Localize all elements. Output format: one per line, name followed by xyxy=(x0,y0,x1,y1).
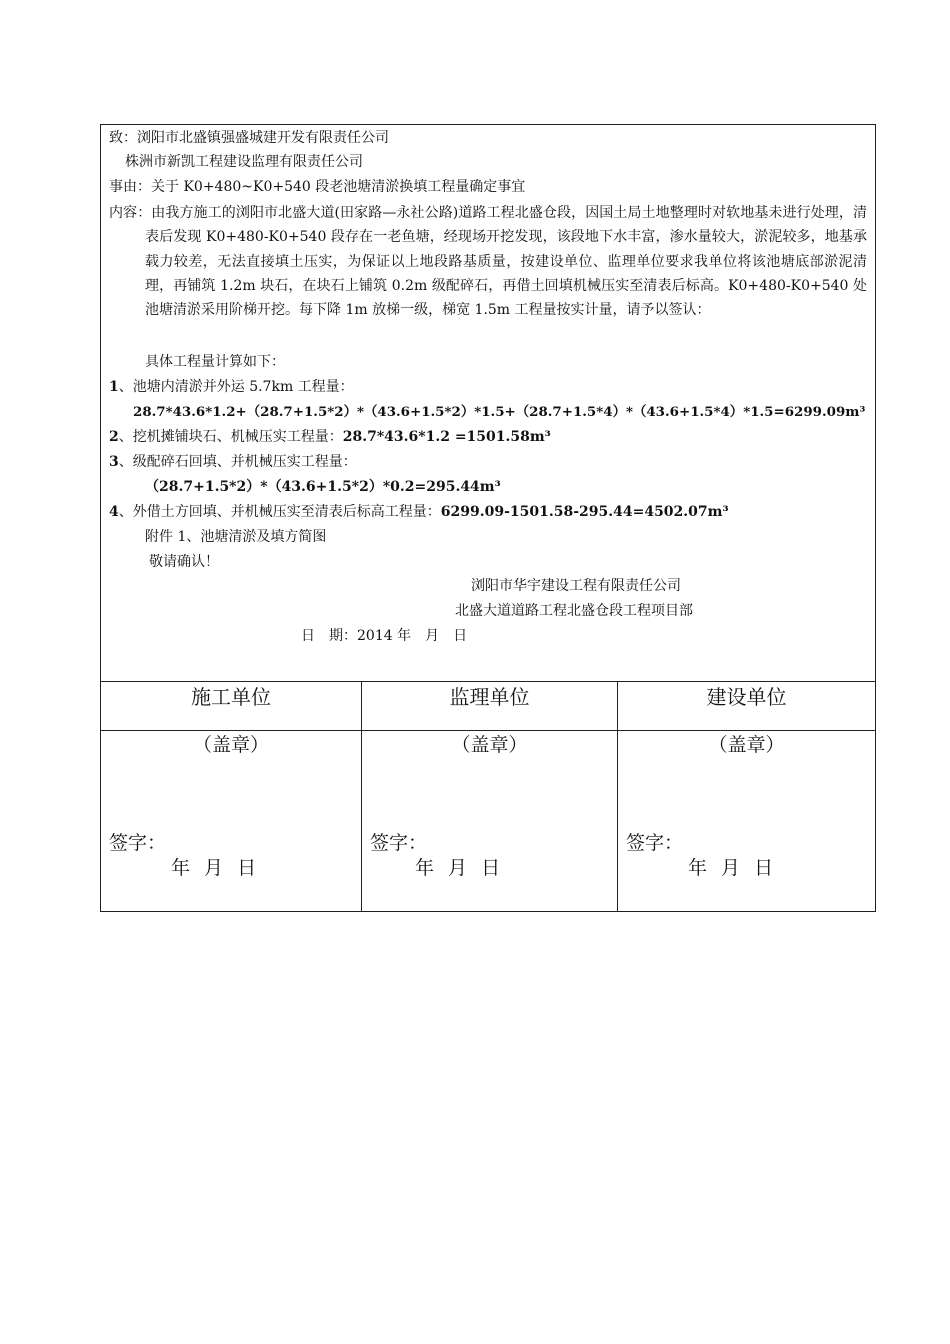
signoff-column-contractor xyxy=(101,682,362,912)
item-1-number: 1 xyxy=(109,379,119,395)
calc-heading: 具体工程量计算如下： xyxy=(145,354,285,370)
project-department: 北盛大道道路工程北盛仓段工程项目部 xyxy=(455,603,693,619)
column-title: 监理单位 xyxy=(362,682,617,731)
company-name: 浏阳市华宇建设工程有限责任公司 xyxy=(471,578,681,594)
letter-body xyxy=(101,125,875,681)
item-3 xyxy=(109,451,357,473)
item-3-label: 、级配碎石回填、并机械压实工程量： xyxy=(118,454,357,470)
stamp-label: （盖章） xyxy=(708,734,785,756)
column-title: 施工单位 xyxy=(101,682,361,731)
signoff-column-supervisor xyxy=(362,682,618,912)
item-1-label: 、池塘内清淤并外运 5.7km 工程量： xyxy=(118,379,354,395)
item-2-label: 、挖机摊铺块石、机械压实工程量： xyxy=(118,429,343,445)
signoff-column-owner xyxy=(618,682,875,912)
item-2 xyxy=(109,426,551,448)
stamp-label: （盖章） xyxy=(451,734,528,756)
signoff-date: 年 月 日 xyxy=(415,857,505,879)
attachment-line: 附件 1、池塘清淤及填方简图 xyxy=(145,529,327,545)
stamp-label: （盖章） xyxy=(192,734,269,756)
item-3-formula: （28.7+1.5*2）*（43.6+1.5*2）*0.2=295.44m³ xyxy=(145,479,501,495)
signature-label: 签字： xyxy=(109,832,167,854)
item-4-label: 、外借土方回填、并机械压实至清表后标高工程量： xyxy=(118,504,441,520)
content-paragraph: 内容：由我方施工的浏阳市北盛大道(田家路—永社公路)道路工程北盛仓段，因国土局土地整理时对软地基未进行处理，清表后发现 K0+480-K0+540 段存在一老鱼塘，经现场开挖发现，该段地下水丰富，渗水量较大，淤泥较多，地基承载力较差，无法直接填土压实，为保证以上地段路基质量，按建设单位、监理单位要求我单位将该池塘底部淤泥清理，再铺筑 1.2m 块石，在块石上铺筑 0.2m 级配碎石，再借土回填机械压实至清表后标高。K0+480-K0+540 处池塘清淤采用阶梯开挖。每下降 1m 放梯一级，梯宽 1.5m 工程量按实计量，请予以签认： xyxy=(109,205,867,319)
closing-line: 敬请确认！ xyxy=(149,554,219,570)
item-2-formula: 28.7*43.6*1.2 =1501.58m³ xyxy=(342,429,551,445)
document-frame xyxy=(100,124,876,912)
signoff-date: 年 月 日 xyxy=(171,857,261,879)
item-4-formula: 6299.09-1501.58-295.44=4502.07m³ xyxy=(440,504,729,520)
signature-label: 签字： xyxy=(370,832,428,854)
addressee-line-1: 致：浏阳市北盛镇强盛城建开发有限责任公司 xyxy=(109,130,389,146)
item-4-number: 4 xyxy=(109,504,119,520)
item-1 xyxy=(109,376,354,398)
signature-label: 签字： xyxy=(626,832,684,854)
signoff-date: 年 月 日 xyxy=(688,857,778,879)
item-2-number: 2 xyxy=(109,429,119,445)
column-title: 建设单位 xyxy=(618,682,875,731)
item-3-number: 3 xyxy=(109,454,119,470)
subject-line: 事由：关于 K0+480~K0+540 段老池塘清淤换填工程量确定事宜 xyxy=(109,179,526,195)
date-line: 日 期：2014 年 月 日 xyxy=(301,628,468,644)
signoff-table xyxy=(101,681,875,912)
addressee-line-2: 株洲市新凯工程建设监理有限责任公司 xyxy=(125,154,363,170)
item-4 xyxy=(109,501,729,523)
item-1-formula: 28.7*43.6*1.2+（28.7+1.5*2）*（43.6+1.5*2）*1.5+（28.7+1.5*4）*（43.6+1.5*4）*1.5=6299.09m³ xyxy=(133,404,866,420)
